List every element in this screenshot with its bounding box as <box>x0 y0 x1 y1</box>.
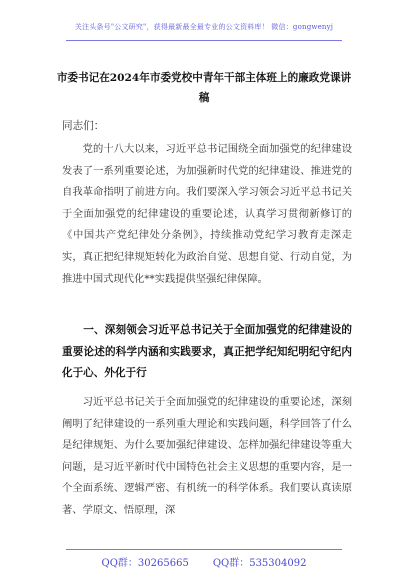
paragraph-intro: 党的十八大以来，习近平总书记围绕全面加强党的纪律建设发表了一系列重要论述，为加强新时代党的纪律建设、推进党的自我革命指明了前进方向。我们要深入学习领会习近平总书记关于全面加强党的纪律建设的重要论述，认真学习贯彻新修订的《中国共产党纪律处分条例》，持续推动党纪学习教育走深走实，真正把纪律规矩转化为政治自觉、思想自觉、行动自觉，为推进中国式现代化**实践提供坚强纪律保障。 <box>62 143 352 285</box>
footer-qq-group-2: QQ群：535304092 <box>212 558 307 569</box>
paragraph-section-1: 习近平总书记关于全面加强党的纪律建设的重要论述，深刻阐明了纪律建设的一系列重大理论和实践问题，科学回答了什么是纪律规矩、为什么要加强纪律建设、怎样加强纪律建设等重大问题，是习近平新时代中国特色社会主义思想的重要内容，是一个全面系统、逻辑严密、有机统一的科学体系。我们要认真读原著、学原文、悟原理，深 <box>62 396 352 516</box>
header-divider <box>66 40 342 41</box>
footer-qq-group-1: QQ群：30265665 <box>101 558 189 569</box>
document-title: 市委书记在2024年市委党校中青年干部主体班上的廉政党课讲稿 <box>56 72 352 104</box>
salutation: 同志们： <box>62 120 105 132</box>
section-heading-1: 一、深刻领会习近平总书记关于全面加强党的纪律建设的重要论述的科学内涵和实践要求，真正把学纪知纪明纪守纪内化于心、外化于行 <box>62 324 352 380</box>
header-banner: 关注头条号"公文研究"，获得最新最全最专业的公文资料库！ 微信：gongwenyj <box>74 23 334 31</box>
footer-divider <box>66 549 342 550</box>
footer <box>0 554 408 569</box>
